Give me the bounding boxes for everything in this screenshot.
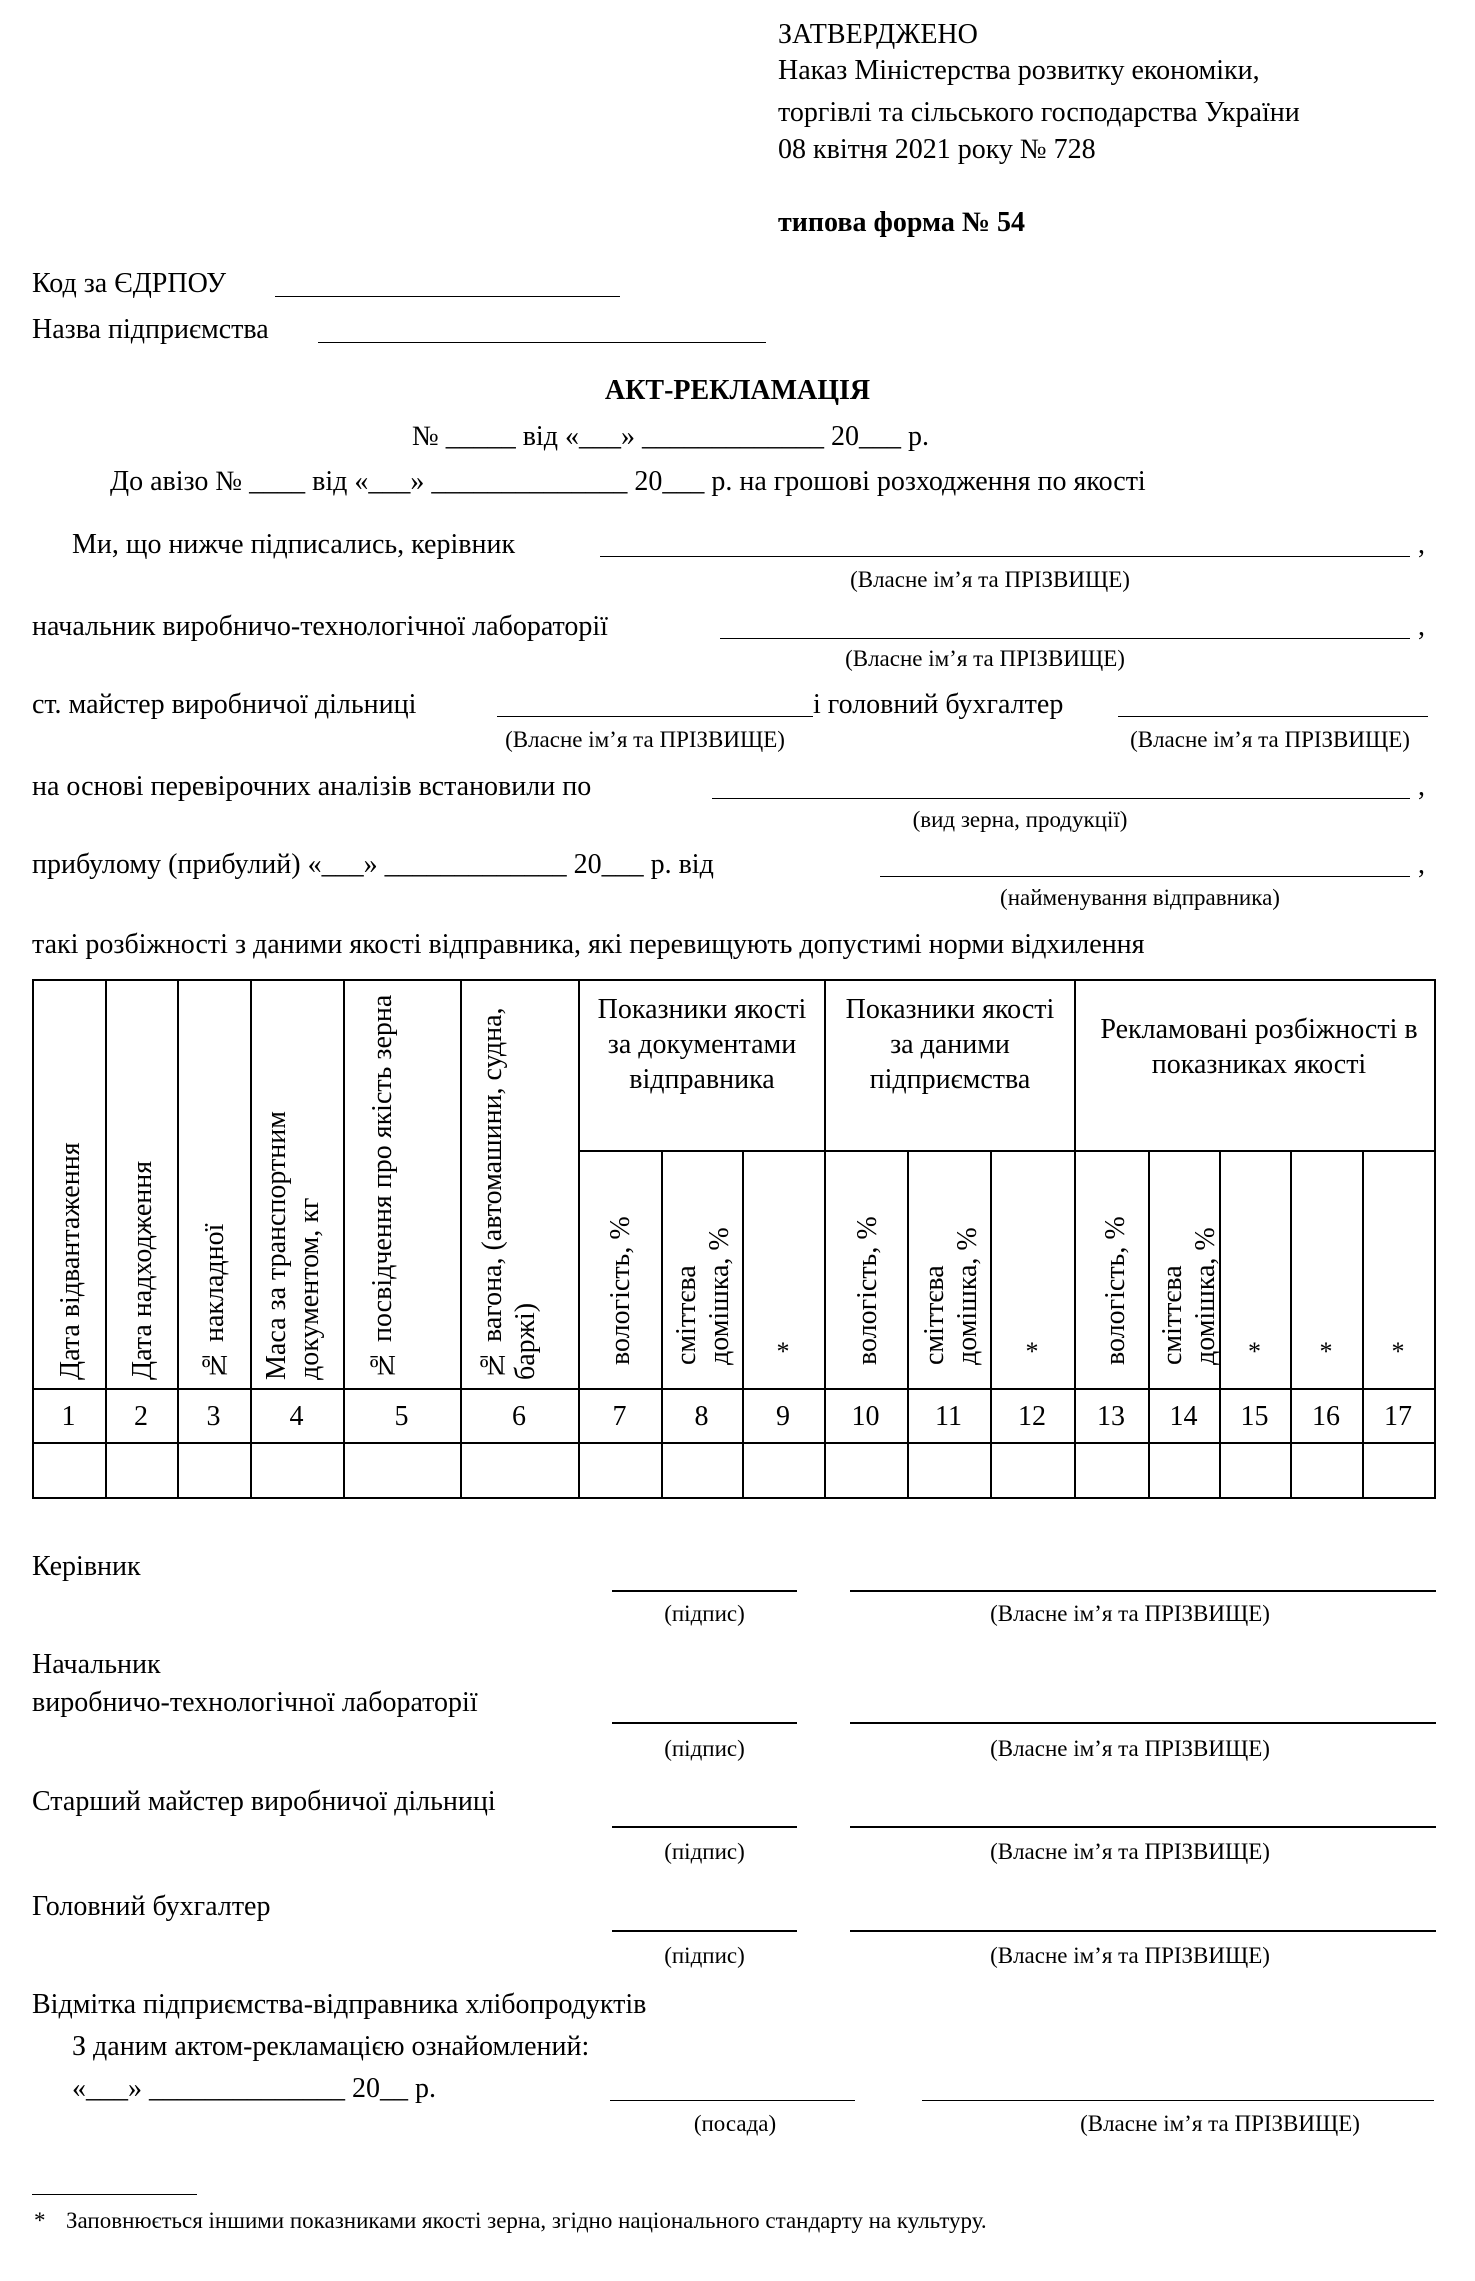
edrpou-field[interactable]	[275, 296, 620, 297]
col-number: 7	[612, 1401, 627, 1432]
sub-header-trash-3: сміттєва домішка, %	[1157, 1227, 1222, 1365]
accountant-name-field[interactable]	[1118, 716, 1428, 717]
col-number: 10	[851, 1401, 880, 1432]
col-number: 14	[1169, 1401, 1198, 1432]
position-field[interactable]	[610, 2100, 855, 2101]
approval-line-3: 08 квітня 2021 року № 728	[778, 134, 1096, 165]
body-line-manager: Ми, що нижче підписались, керівник	[72, 529, 516, 560]
col-header-quality-cert: № посвідчення про якість зерна	[367, 994, 398, 1380]
col-number: 5	[394, 1401, 409, 1432]
col-number: 4	[289, 1401, 304, 1432]
col-header-transport-mass: Маса за транспортним документом, кг	[261, 1111, 326, 1380]
senior-master-signature-field[interactable]	[612, 1826, 797, 1828]
caption-master-name: (Власне ім’я та ПРІЗВИЩЕ)	[505, 727, 785, 752]
sub-header-trash-2: сміттєва домішка, %	[919, 1227, 984, 1365]
caption-manager-name: (Власне ім’я та ПРІЗВИЩЕ)	[850, 567, 1130, 592]
caption-grain-type: (вид зерна, продукції)	[912, 807, 1128, 832]
sub-header-other-1: *	[776, 1337, 790, 1366]
col-number: 16	[1312, 1401, 1340, 1432]
sub-header-moisture-1: вологість, %	[605, 1216, 636, 1365]
manager-name-field[interactable]	[600, 556, 1410, 557]
company-label: Назва підприємства	[32, 314, 269, 345]
acquainted-date-line: «___» ______________ 20__ р.	[72, 2073, 436, 2104]
sub-header-trash-1: сміттєва домішка, %	[671, 1227, 736, 1365]
col-number: 17	[1384, 1401, 1412, 1432]
footnote-divider	[32, 2194, 197, 2195]
caption-sign: (підпис)	[664, 1736, 745, 1761]
footnote-mark: *	[34, 2208, 46, 2233]
col-number: 12	[1018, 1401, 1046, 1432]
col-number: 8	[694, 1401, 709, 1432]
col-header-shipment-date: Дата відвантаження	[55, 1142, 86, 1380]
body-line-discrepancies: такі розбіжності з даними якості відправника, які перевищують допустимі норми відхилення	[32, 929, 1145, 960]
master-name-field[interactable]	[497, 716, 813, 717]
sub-header-other-2: *	[1025, 1337, 1039, 1366]
sub-header-other-3b: *	[1319, 1337, 1333, 1366]
lab-head-name-field[interactable]	[850, 1722, 1436, 1724]
lab-head-signature-field[interactable]	[612, 1722, 797, 1724]
form-type: типова форма № 54	[778, 207, 1025, 238]
acquainted-line: З даним актом-рекламацією ознайомлений:	[72, 2031, 590, 2062]
group-header-claimed: Рекламовані розбіжності в показниках якості	[1100, 1014, 1418, 1080]
comma: ,	[1418, 771, 1425, 802]
chief-accountant-signature-field[interactable]	[612, 1930, 797, 1932]
body-line-lab-head: начальник виробничо-технологічної лабораторії	[32, 611, 608, 642]
manager-name-field[interactable]	[850, 1590, 1436, 1592]
table-row[interactable]	[34, 1444, 1434, 1497]
sub-header-moisture-3: вологість, %	[1100, 1216, 1131, 1365]
approval-title: ЗАТВЕРДЖЕНО	[778, 19, 978, 50]
comma: ,	[1418, 849, 1425, 880]
comma: ,	[1418, 529, 1425, 560]
edrpou-label: Код за ЄДРПОУ	[32, 268, 227, 299]
grain-type-field[interactable]	[712, 798, 1410, 799]
caption-acquainted-name: (Власне ім’я та ПРІЗВИЩЕ)	[1080, 2111, 1360, 2136]
col-number: 1	[61, 1401, 76, 1432]
caption-accountant-name: (Власне ім’я та ПРІЗВИЩЕ)	[1130, 727, 1410, 752]
col-number: 2	[134, 1401, 148, 1432]
sub-header-other-3c: *	[1391, 1337, 1405, 1366]
sender-name-field[interactable]	[880, 876, 1410, 877]
caption-sign: (підпис)	[664, 1839, 745, 1864]
chief-accountant-name-field[interactable]	[850, 1930, 1436, 1932]
sub-header-moisture-2: вологість, %	[852, 1216, 883, 1365]
col-number: 15	[1240, 1401, 1269, 1432]
footnote-text: Заповнюється іншими показниками якості зерна, згідно національного стандарту на культуру.	[66, 2208, 987, 2233]
approval-line-1: Наказ Міністерства розвитку економіки,	[778, 55, 1260, 86]
col-number: 13	[1097, 1401, 1125, 1432]
col-number: 11	[935, 1401, 962, 1432]
caption-sign: (підпис)	[664, 1943, 745, 1968]
senior-master-name-field[interactable]	[850, 1826, 1436, 1828]
sub-header-other-3a: *	[1248, 1337, 1261, 1366]
col-number: 6	[512, 1401, 526, 1432]
body-line-analysis: на основі перевірочних аналізів встановили по	[32, 771, 592, 802]
caption-lab-head-name: (Власне ім’я та ПРІЗВИЩЕ)	[845, 646, 1125, 671]
col-number: 3	[206, 1401, 221, 1432]
body-line-arrival: прибулому (прибулий) «___» _____________ 20___ р. від	[32, 849, 714, 880]
lab-head-name-field[interactable]	[720, 638, 1410, 639]
approval-line-2: торгівлі та сільського господарства України	[778, 97, 1300, 128]
document-number-line: № _____ від «___» _____________ 20___ р.	[412, 421, 929, 452]
signer-lab-head-label-1: Начальник	[32, 1649, 161, 1680]
signer-lab-head-label-2: виробничо-технологічної лабораторії	[32, 1687, 478, 1718]
caption-name: (Власне ім’я та ПРІЗВИЩЕ)	[990, 1736, 1270, 1761]
comma: ,	[1418, 611, 1425, 642]
group-header-sender: Показники якості за документами відправника	[597, 994, 807, 1095]
body-line-accountant: і головний бухгалтер	[813, 689, 1064, 720]
col-number: 9	[776, 1401, 790, 1432]
company-field[interactable]	[318, 342, 766, 343]
manager-signature-field[interactable]	[612, 1590, 797, 1592]
group-header-enterprise: Показники якості за даними підприємства	[845, 994, 1055, 1095]
acquainted-name-field[interactable]	[922, 2100, 1434, 2101]
signer-manager-label: Керівник	[32, 1551, 141, 1582]
signer-chief-accountant-label: Головний бухгалтер	[32, 1891, 271, 1922]
document-title: АКТ-РЕКЛАМАЦІЯ	[604, 375, 871, 406]
caption-sender-name: (найменування відправника)	[1000, 885, 1280, 910]
sender-mark-title: Відмітка підприємства-відправника хлібопродуктів	[32, 1989, 647, 2020]
col-header-wagon-number: № вагона, (автомашини, судна, баржі)	[477, 1007, 542, 1380]
body-line-master: ст. майстер виробничої дільниці	[32, 689, 417, 720]
col-header-waybill-number: № накладної	[199, 1223, 230, 1380]
signer-senior-master-label: Старший майстер виробничої дільниці	[32, 1786, 496, 1817]
aviso-line: До авізо № ____ від «___» ______________ 20___ р. на грошові розходження по якості	[110, 466, 1146, 497]
col-header-arrival-date: Дата надходження	[127, 1160, 158, 1380]
caption-position: (посада)	[693, 2111, 777, 2136]
caption-name: (Власне ім’я та ПРІЗВИЩЕ)	[990, 1839, 1270, 1864]
caption-name: (Власне ім’я та ПРІЗВИЩЕ)	[990, 1943, 1270, 1968]
caption-name: (Власне ім’я та ПРІЗВИЩЕ)	[990, 1601, 1270, 1626]
caption-sign: (підпис)	[664, 1601, 745, 1626]
